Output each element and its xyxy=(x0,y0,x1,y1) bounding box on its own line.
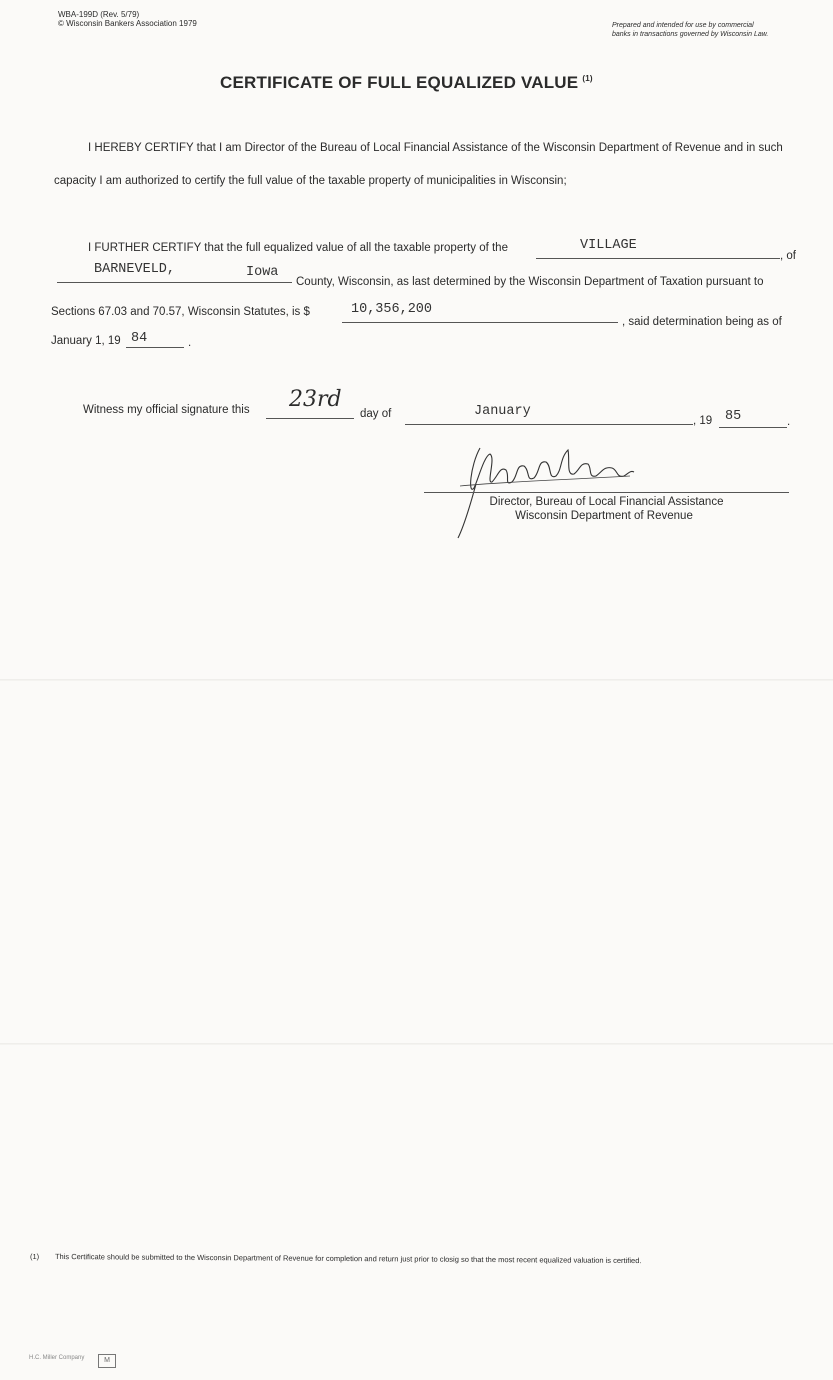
municipality-type-line xyxy=(536,258,780,259)
witness-period: . xyxy=(787,416,791,428)
printer-logo-icon: M xyxy=(98,1354,116,1368)
usage-note-line2: banks in transactions governed by Wisconsin Law. xyxy=(612,31,769,38)
certify-line-1: I HEREBY CERTIFY that I am Director of the Bureau of Local Financial Assistance of the Wisconsin Department of Revenue and in such xyxy=(88,142,783,154)
month-value: January xyxy=(474,404,531,419)
municipality-name-value: BARNEVELD, xyxy=(94,262,176,277)
of-text: , of xyxy=(780,250,796,262)
fold-line xyxy=(0,1043,833,1045)
county-name-value: Iowa xyxy=(246,265,279,280)
signature-title-line1: Director, Bureau of Local Financial Assistance xyxy=(489,496,724,508)
printer-name: H.C. Miller Company xyxy=(29,1355,85,1361)
day-value: 23rd xyxy=(289,387,342,412)
period-text: . xyxy=(188,337,192,349)
year-85-line xyxy=(719,427,787,428)
footnote-text: This Certificate should be submitted to the Wisconsin Department of Revenue for completion and return just prior to closig so that the most recent equalized valuation is certified. xyxy=(54,1252,642,1266)
signature-title-line2: Wisconsin Department of Revenue xyxy=(515,510,693,522)
day-of-text: day of xyxy=(360,408,392,420)
certify-line-2: capacity I am authorized to certify the full value of the taxable property of municipalities in Wisconsin; xyxy=(54,175,567,187)
year-value: 84 xyxy=(131,331,148,346)
determination-text: , said determination being as of xyxy=(622,316,782,328)
form-number: WBA-199D (Rev. 5/79) xyxy=(58,10,140,19)
handwritten-signature xyxy=(440,436,660,546)
fold-line xyxy=(0,679,833,681)
statutes-text: Sections 67.03 and 70.57, Wisconsin Statutes, is $ xyxy=(51,306,310,318)
month-line xyxy=(405,424,693,425)
amount-value: 10,356,200 xyxy=(351,302,433,317)
title-text: CERTIFICATE OF FULL EQUALIZED VALUE xyxy=(220,73,579,92)
municipality-type-value: VILLAGE xyxy=(580,238,637,253)
title-footnote-ref: (1) xyxy=(582,74,593,84)
year-85-value: 85 xyxy=(725,409,742,424)
county-text: County, Wisconsin, as last determined by the Wisconsin Department of Taxation pursuant to xyxy=(296,276,764,288)
witness-text: Witness my official signature this xyxy=(83,404,250,416)
year-line xyxy=(126,347,184,348)
usage-note-line1: Prepared and intended for use by commercial xyxy=(612,22,754,29)
year-prefix-text: , 19 xyxy=(693,415,713,427)
document-title xyxy=(220,73,593,93)
amount-line xyxy=(342,322,618,323)
municipality-name-line xyxy=(57,282,292,283)
further-certify-line-1: I FURTHER CERTIFY that the full equalized value of all the taxable property of the xyxy=(88,242,508,254)
copyright-notice: © Wisconsin Bankers Association 1979 xyxy=(58,19,197,28)
signature-line xyxy=(424,492,789,493)
day-line xyxy=(266,418,354,419)
footnote-marker: (1) xyxy=(30,1252,40,1261)
january-date-text: January 1, 19 xyxy=(51,335,121,347)
